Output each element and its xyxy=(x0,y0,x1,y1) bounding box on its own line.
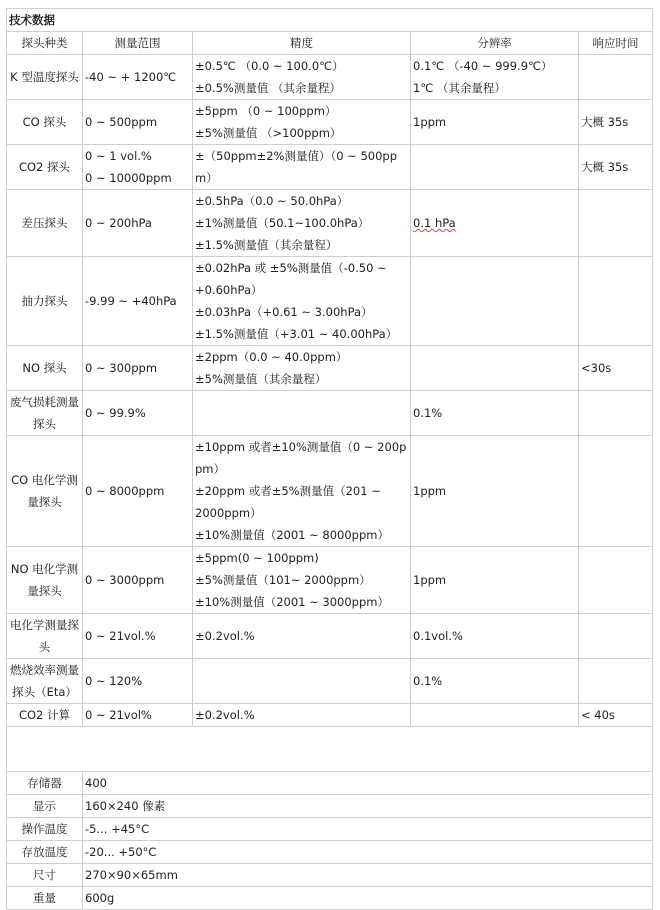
table-row xyxy=(7,659,653,704)
spacer-cell xyxy=(7,727,653,772)
probe-name-cell xyxy=(7,391,83,436)
cell-line: K 型温度探头 xyxy=(10,70,79,84)
cell-line: 2000ppm） xyxy=(195,506,262,520)
general-spec-row xyxy=(7,864,653,887)
cell-line: ±0.2vol.% xyxy=(195,708,255,722)
general-spec-row xyxy=(7,818,653,841)
spec-label: 操作温度 xyxy=(7,818,83,841)
cell-line: ±0.03hPa（+0.61 ~ 3.00hPa） xyxy=(195,305,373,319)
cell-line: CO 探头 xyxy=(22,115,67,129)
cell-line: 0 ~ 120% xyxy=(85,674,143,688)
response-time-cell xyxy=(579,100,653,145)
accuracy-cell xyxy=(193,145,411,190)
spec-label: 存储器 xyxy=(7,772,83,795)
cell-line: ±0.5hPa（0.0 ~ 50.0hPa） xyxy=(195,194,349,208)
accuracy-cell xyxy=(193,391,411,436)
cell-line: < 40s xyxy=(581,708,615,722)
header-resolution: 分辨率 xyxy=(411,32,579,55)
range-cell xyxy=(83,391,193,436)
spec-value: 270×90×65mm xyxy=(83,864,653,887)
probe-name-cell xyxy=(7,257,83,346)
probe-name-cell xyxy=(7,55,83,100)
resolution-cell xyxy=(411,391,579,436)
cell-line: 0 ~ 10000ppm xyxy=(85,171,172,185)
table-row xyxy=(7,145,653,190)
resolution-cell xyxy=(411,547,579,614)
cell-line: NO 电化学测 xyxy=(10,562,79,576)
cell-line: 0 ~ 99.9% xyxy=(85,406,146,420)
cell-line: 0.1% xyxy=(413,406,443,420)
cell-line: 1ppm xyxy=(413,484,447,498)
cell-line: +0.60hPa） xyxy=(195,283,263,297)
range-cell xyxy=(83,55,193,100)
cell-line: 量探头 xyxy=(27,495,62,509)
cell-line: ±1%测量值（50.1~100.0hPa） xyxy=(195,216,370,230)
general-spec-row xyxy=(7,795,653,818)
accuracy-cell xyxy=(193,704,411,727)
accuracy-cell xyxy=(193,614,411,659)
spec-value: -5... +45°C xyxy=(83,818,653,841)
cell-line: ±20ppm 或者±5%测量值（201 ~ xyxy=(195,484,381,498)
cell-line: 0 ~ 500ppm xyxy=(85,115,158,129)
response-time-cell xyxy=(579,659,653,704)
cell-line: ±10%测量值（2001 ~ 3000ppm） xyxy=(195,595,389,609)
cell-line: 1ppm xyxy=(413,573,447,587)
accuracy-cell xyxy=(193,100,411,145)
resolution-cell xyxy=(411,704,579,727)
cell-line: ±0.02hPa 或 ±5%测量值（-0.50 ~ xyxy=(195,261,387,275)
accuracy-cell xyxy=(193,346,411,391)
probe-name-cell xyxy=(7,100,83,145)
tech-data-table xyxy=(6,8,653,910)
cell-line: 燃烧效率测量 xyxy=(10,663,79,677)
resolution-cell xyxy=(411,55,579,100)
cell-line: ±5%测量值 （>100ppm） xyxy=(195,126,342,140)
range-cell xyxy=(83,436,193,547)
range-cell xyxy=(83,257,193,346)
spec-value: 160×240 像素 xyxy=(83,795,653,818)
cell-line: <30s xyxy=(581,361,612,375)
range-cell xyxy=(83,704,193,727)
cell-line: 废气损耗测量 xyxy=(10,395,79,409)
resolution-cell xyxy=(411,100,579,145)
table-row xyxy=(7,346,653,391)
range-cell xyxy=(83,547,193,614)
cell-line: 0 ~ 200hPa xyxy=(85,216,152,230)
spec-value: 600g xyxy=(83,887,653,910)
cell-line: ±2ppm（0.0 ~ 40.0ppm） xyxy=(195,350,348,364)
range-cell xyxy=(83,614,193,659)
cell-line: 0 ~ 300ppm xyxy=(85,361,158,375)
general-spec-row xyxy=(7,772,653,795)
spec-label: 尺寸 xyxy=(7,864,83,887)
response-time-cell xyxy=(579,190,653,257)
response-time-cell xyxy=(579,145,653,190)
probe-name-cell xyxy=(7,436,83,547)
response-time-cell xyxy=(579,547,653,614)
table-row xyxy=(7,55,653,100)
cell-line: 0.1℃ （-40 ~ 999.9℃） xyxy=(413,59,553,73)
cell-line: ±10ppm 或者±10%测量值（0 ~ 200ppm） xyxy=(195,440,407,476)
table-row xyxy=(7,391,653,436)
table-row xyxy=(7,614,653,659)
response-time-cell xyxy=(579,55,653,100)
cell-line: 探头 xyxy=(33,417,56,431)
cell-line: ±1.5%测量值（+3.01 ~ 40.00hPa） xyxy=(195,327,398,341)
cell-line: 探头（Eta） xyxy=(12,685,77,699)
cell-line: ±（50ppm±2%测量值）（0 ~ 500ppm） xyxy=(195,149,398,185)
accuracy-cell xyxy=(193,659,411,704)
spec-value: 400 xyxy=(83,772,653,795)
response-time-cell xyxy=(579,346,653,391)
response-time-cell xyxy=(579,257,653,346)
probe-name-cell xyxy=(7,704,83,727)
general-spec-row xyxy=(7,841,653,864)
cell-line: NO 探头 xyxy=(22,361,67,375)
spec-label: 显示 xyxy=(7,795,83,818)
cell-line: 0 ~ 1 vol.% xyxy=(85,149,152,163)
title-row xyxy=(7,9,653,32)
table-row xyxy=(7,436,653,547)
cell-line: 大概 35s xyxy=(581,160,629,174)
table-row xyxy=(7,100,653,145)
range-cell xyxy=(83,190,193,257)
cell-line: CO2 计算 xyxy=(18,708,71,722)
response-time-cell xyxy=(579,614,653,659)
probe-name-cell xyxy=(7,190,83,257)
resolution-cell xyxy=(411,190,579,257)
cell-line: 0.1 hPa xyxy=(413,216,456,230)
cell-line: 1ppm xyxy=(413,115,447,129)
cell-line: 0.1% xyxy=(413,674,443,688)
response-time-cell xyxy=(579,704,653,727)
cell-line: ±0.5℃ （0.0 ~ 100.0℃） xyxy=(195,59,344,73)
cell-line: CO2 探头 xyxy=(18,160,71,174)
cell-line: ±0.5%测量值 （其余量程） xyxy=(195,81,342,95)
cell-line: 电化学测量探 xyxy=(10,618,79,632)
response-time-cell xyxy=(579,436,653,547)
resolution-cell xyxy=(411,257,579,346)
cell-line: ±5ppm （0 ~ 100ppm） xyxy=(195,104,337,118)
cell-line: CO 电化学测 xyxy=(11,473,78,487)
cell-line: ±10%测量值（2001 ~ 8000ppm） xyxy=(195,528,389,542)
general-spec-row xyxy=(7,887,653,910)
cell-line: -9.99 ~ +40hPa xyxy=(85,294,177,308)
range-cell xyxy=(83,659,193,704)
probe-name-cell xyxy=(7,547,83,614)
accuracy-cell xyxy=(193,547,411,614)
cell-line: 差压探头 xyxy=(21,216,68,230)
cell-line: ±5%测量值（101~ 2000ppm） xyxy=(195,573,371,587)
table-row xyxy=(7,190,653,257)
resolution-cell xyxy=(411,614,579,659)
cell-line: ±5ppm(0 ~ 100ppm) xyxy=(195,551,319,565)
cell-line: ±1.5%测量值（其余量程） xyxy=(195,238,338,252)
cell-line: 抽力探头 xyxy=(21,294,68,308)
header-range: 测量范围 xyxy=(83,32,193,55)
resolution-cell xyxy=(411,346,579,391)
resolution-cell xyxy=(411,145,579,190)
probe-name-cell xyxy=(7,659,83,704)
resolution-cell xyxy=(411,436,579,547)
spec-label: 重量 xyxy=(7,887,83,910)
cell-line: 0 ~ 8000ppm xyxy=(85,484,165,498)
spec-label: 存放温度 xyxy=(7,841,83,864)
header-row xyxy=(7,32,653,55)
header-accuracy: 精度 xyxy=(193,32,411,55)
accuracy-cell xyxy=(193,257,411,346)
cell-line: 0 ~ 21vol.% xyxy=(85,629,156,643)
cell-line: 1℃ （其余量程） xyxy=(413,81,506,95)
range-cell xyxy=(83,145,193,190)
response-time-cell xyxy=(579,391,653,436)
resolution-cell xyxy=(411,659,579,704)
table-row xyxy=(7,547,653,614)
range-cell xyxy=(83,346,193,391)
accuracy-cell xyxy=(193,436,411,547)
spec-value: -20... +50°C xyxy=(83,841,653,864)
table-row xyxy=(7,704,653,727)
accuracy-cell xyxy=(193,55,411,100)
header-response-time: 响应时间 xyxy=(579,32,653,55)
table-body xyxy=(7,9,653,910)
probe-name-cell xyxy=(7,145,83,190)
range-cell xyxy=(83,100,193,145)
cell-line: ±0.2vol.% xyxy=(195,629,255,643)
accuracy-cell xyxy=(193,190,411,257)
probe-name-cell xyxy=(7,346,83,391)
table-title: 技术数据 xyxy=(7,9,653,32)
cell-line: 量探头 xyxy=(27,584,62,598)
probe-name-cell xyxy=(7,614,83,659)
table-row xyxy=(7,257,653,346)
cell-line: -40 ~ + 1200℃ xyxy=(85,70,177,84)
cell-line: 0 ~ 3000ppm xyxy=(85,573,165,587)
cell-line: 0.1vol.% xyxy=(413,629,463,643)
cell-line: 大概 35s xyxy=(581,115,629,129)
cell-line: 头 xyxy=(38,640,51,654)
header-probe-type: 探头种类 xyxy=(7,32,83,55)
spacer-row xyxy=(7,727,653,772)
cell-line: 0 ~ 21vol% xyxy=(85,708,152,722)
cell-line: ±5%测量值（其余量程） xyxy=(195,372,327,386)
